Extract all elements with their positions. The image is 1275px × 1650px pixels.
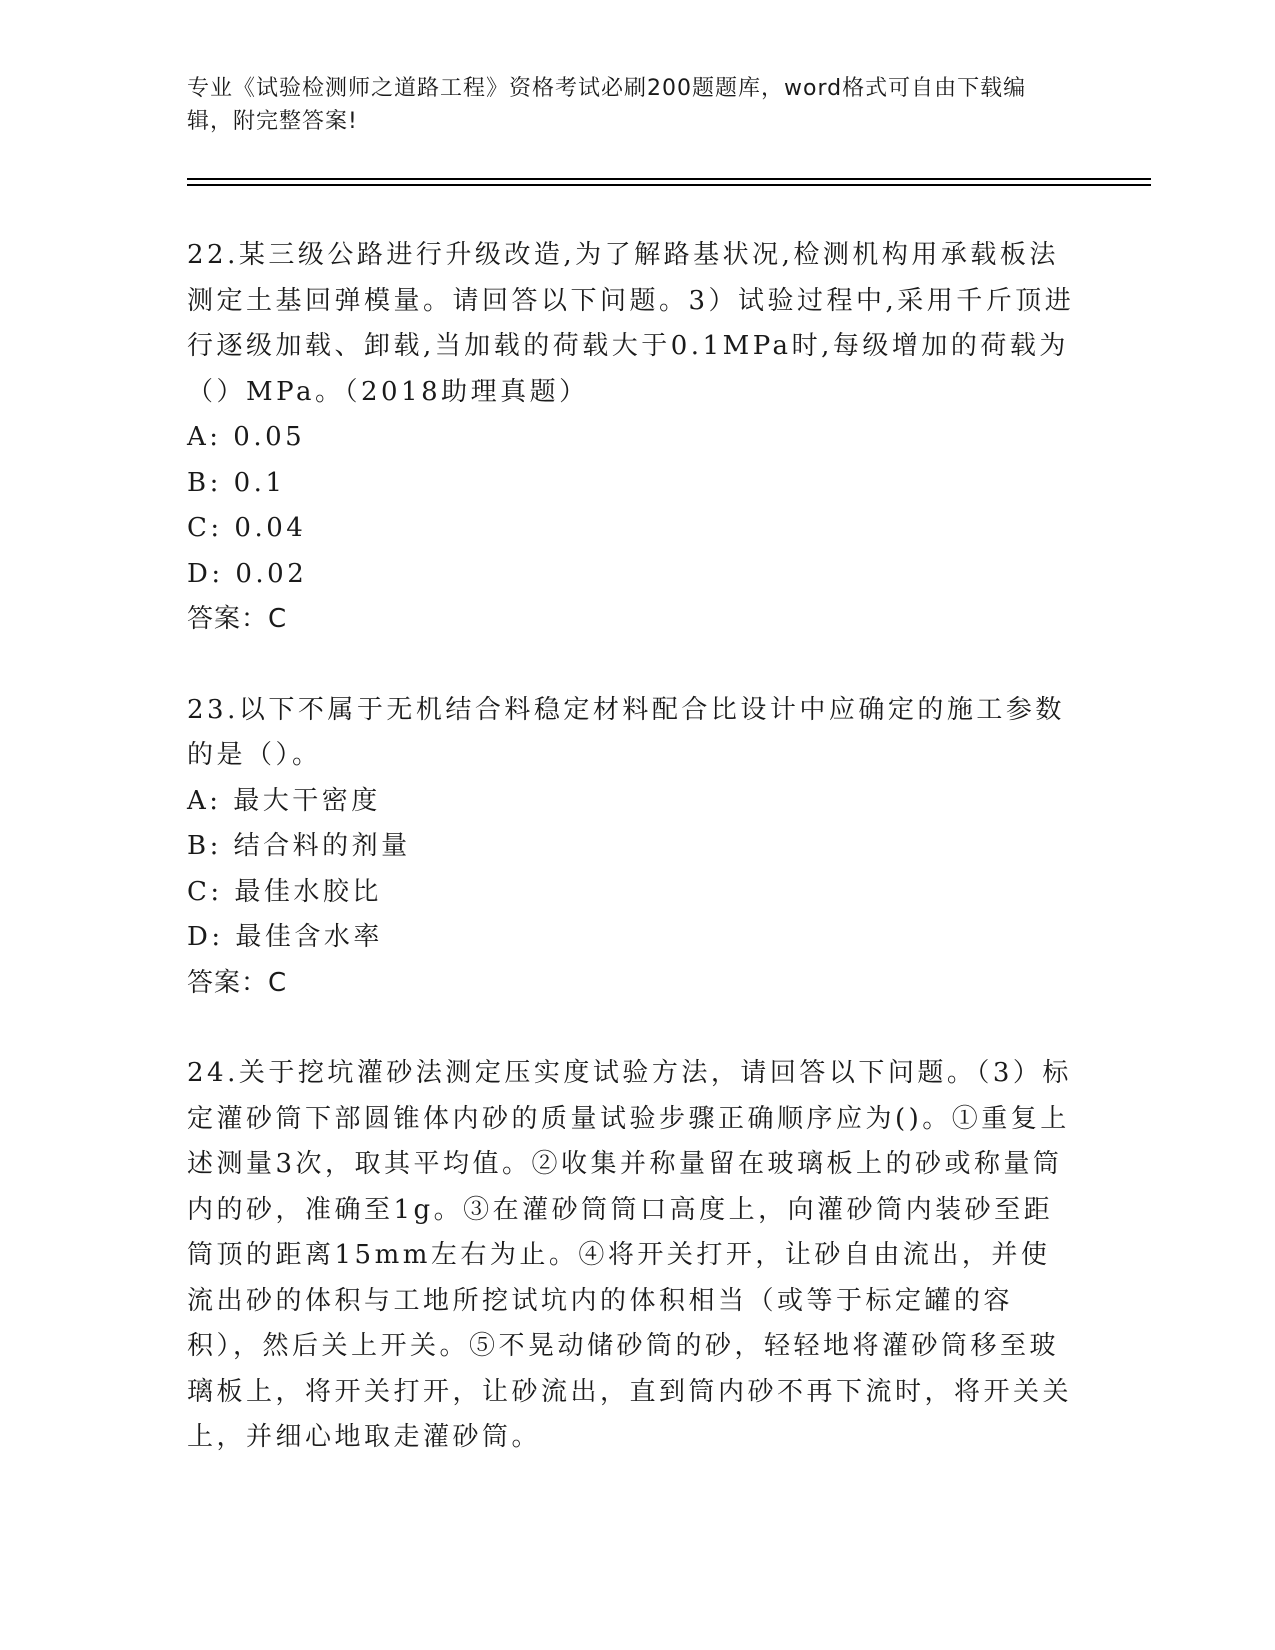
- answer-label: 答案：C: [187, 967, 288, 998]
- question-text: 24.关于挖坑灌砂法测定压实度试验方法，请回答以下问题。（3）标定灌砂筒下部圆锥体内砂的质量试验步骤正确顺序应为()。①重复上述测量3次，取其平均值。②收集并称量留在玻璃板上的砂或称量筒内的砂，准确至1g。③在灌砂筒筒口高度上，向灌砂筒内装砂至距筒顶的距离15mm左右为止。④将开关打开，让砂自由流出，并使流出砂的体积与工地所挖试坑内的体积相当（或等于标定罐的容积），然后关上开关。⑤不晃动储砂筒的砂，轻轻地将灌砂筒移至玻璃板上，将开关打开，让砂流出，直到筒内砂不再下流时，将开关关上，并细心地取走灌砂筒。: [187, 1058, 1073, 1452]
- question-spacer: [187, 643, 1077, 688]
- option-c: C: 最佳水胶比: [187, 876, 382, 907]
- option-c: C: 0.04: [187, 513, 307, 543]
- option-b: B: 0.1: [187, 467, 286, 498]
- document-header: 专业《试验检测师之道路工程》资格考试必刷200题题库，word格式可自由下载编辑，附完整答案!: [187, 76, 1027, 134]
- option-a: A: 0.05: [187, 422, 306, 452]
- option-b: B: 结合料的剂量: [187, 831, 411, 861]
- answer-label: 答案：C: [187, 604, 288, 634]
- question-23: [187, 688, 1077, 1007]
- option-d: D: 0.02: [187, 558, 308, 589]
- question-spacer: [187, 1006, 1077, 1051]
- option-a: A: 最大干密度: [187, 785, 381, 816]
- header-divider-top: [187, 178, 1151, 180]
- header-divider-bottom: [187, 184, 1151, 186]
- question-text: 23.以下不属于无机结合料稳定材料配合比设计中应确定的施工参数的是（）。: [187, 694, 1065, 770]
- question-24: [187, 1051, 1077, 1461]
- question-list: [187, 233, 1077, 1461]
- option-d: D: 最佳含水率: [187, 922, 383, 952]
- question-22: [187, 233, 1077, 643]
- question-text: 22.某三级公路进行升级改造,为了解路基状况,检测机构用承载板法测定土基回弹模量。请回答以下问题。3）试验过程中,采用千斤顶进行逐级加载、卸载,当加载的荷载大于0.1MPa时,每级增加的荷载为（）MPa。（2018助理真题）: [187, 240, 1075, 407]
